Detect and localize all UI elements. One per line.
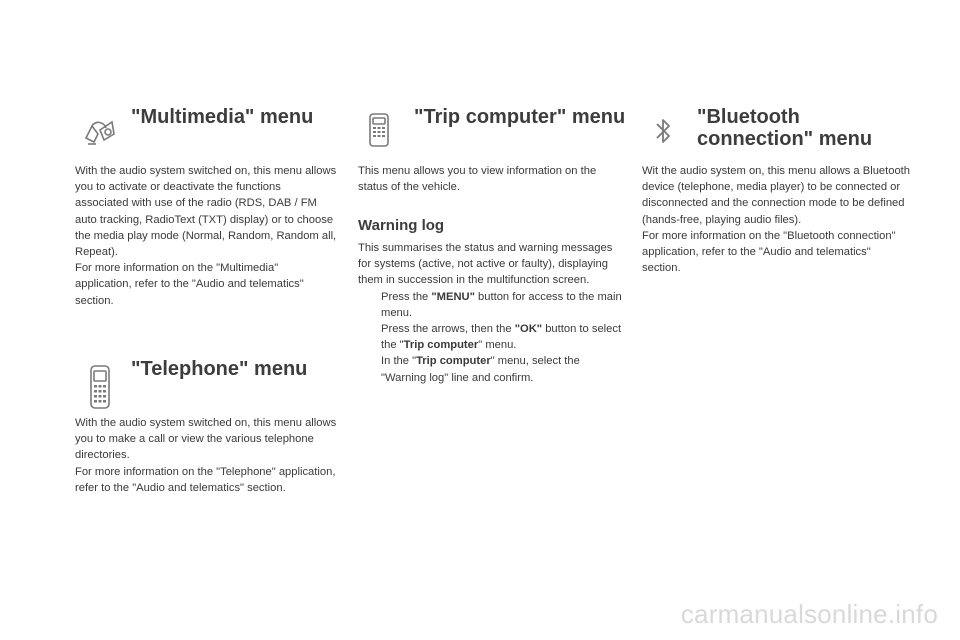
bluetooth-body [642,163,910,276]
phone-icon [88,364,112,410]
multimedia-section [0,0,340,330]
multimedia-body [75,163,337,309]
step-item: Press the arrows, then the "OK" button to select the "Trip computer" menu. [381,323,622,352]
bluetooth-paragraph: For more information on the "Bluetooth connection" application, refer to the "Audio and telematics" section. [642,229,896,275]
bluetooth-title: "Bluetooth connection" menu [697,106,873,150]
telephone-title: "Telephone" menu [131,358,308,380]
warning-log-body [358,240,626,386]
multimedia-icon [80,110,120,150]
trip-intro [358,163,620,195]
watermark: carmanualsonline.info [680,599,938,629]
telephone-paragraph: For more information on the "Telephone" application, refer to the "Audio and telematics" section. [75,465,336,494]
telephone-section [0,340,340,540]
warning-log-title: Warning log [358,217,445,234]
trip-computer-icon [368,112,390,148]
bluetooth-section [640,0,960,330]
multimedia-title: "Multimedia" menu [131,106,314,128]
multimedia-paragraph: With the audio system switched on, this menu allows you to activate or deactivate the functions associated with use of the radio (RDS, DAB / FM auto tracking, RadioText (TXT) display) or to choose the media play mode (Normal, Random, Random all, Repeat). [75,165,337,259]
warning-log-summary: This summarises the status and warning messages for systems (active, not active or faulty), displaying them in succession in the multifunction screen. [358,242,613,287]
trip-intro-text: This menu allows you to view information on the status of the vehicle. [358,165,597,194]
bluetooth-icon [654,115,672,147]
step-item: In the "Trip computer" menu, select the "Warning log" line and confirm. [381,355,580,384]
bluetooth-paragraph: Wit the audio system on, this menu allows a Bluetooth device (telephone, media player) to be connected or disconnected and the connection mode to be defined (hands-free, playing audio files). [642,165,911,226]
step-item: Press the "MENU" button for access to the main menu. [381,290,622,319]
trip-computer-title: "Trip computer" menu [414,106,626,128]
trip-computer-section [340,0,640,420]
telephone-body [75,415,337,496]
multimedia-paragraph: For more information on the "Multimedia" application, refer to the "Audio and telematics" section. [75,262,304,307]
telephone-paragraph: With the audio system switched on, this menu allows you to make a call or view the various telephone directories. [75,417,337,462]
